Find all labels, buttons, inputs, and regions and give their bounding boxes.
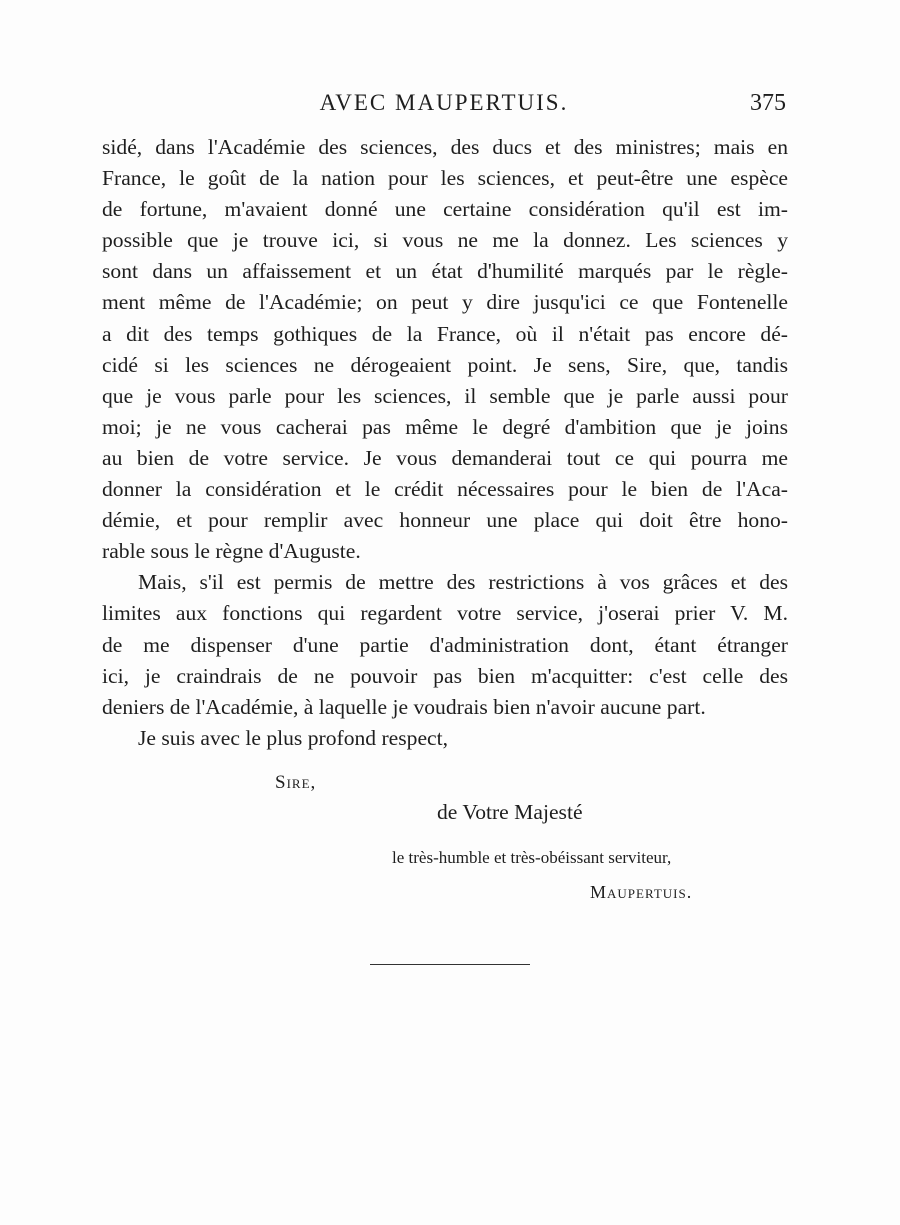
text-line: donner la considération et le crédit nécessaires pour le bien de l'Aca- [102,477,788,502]
text-line: deniers de l'Académie, à laquelle je voudrais bien n'avoir aucune part. [102,694,706,719]
salutation: Sire, [275,772,317,793]
running-title: AVEC MAUPERTUIS. [319,90,569,115]
paragraph-1 [102,132,788,567]
text-line: a dit des temps gothiques de la France, où il n'était pas encore dé- [102,321,788,346]
text-line: Je suis avec le plus profond respect, [138,725,449,750]
page-number: 375 [750,90,786,116]
text-line: sont dans un affaissement et un état d'humilité marqués par le règle- [102,259,788,284]
text-line: limites aux fonctions qui regardent votre service, j'oserai prier V. M. [102,601,788,626]
letter-body [102,132,788,754]
majesty-line: de Votre Majesté [437,800,583,824]
text-line: moi; je ne vous cacherai pas même le degré d'ambition que je joins [102,414,788,439]
paragraph-3 [102,723,788,754]
text-line: ici, je craindrais de ne pouvoir pas bien m'acquitter: c'est celle des [102,663,788,688]
text-line: ment même de l'Académie; on peut y dire jusqu'ici ce que Fontenelle [102,290,788,315]
text-line: de me dispenser d'une partie d'administration dont, étant étranger [102,632,788,657]
text-line: de fortune, m'avaient donné une certaine considération qu'il est im- [102,197,788,222]
text-line: sidé, dans l'Académie des sciences, des ducs et des ministres; mais en [102,135,788,159]
running-head [102,90,786,120]
signature: Maupertuis. [590,882,693,902]
text-line: Mais, s'il est permis de mettre des restrictions à vos grâces et des [138,570,788,595]
end-rule [370,964,530,965]
paragraph-2 [102,567,788,722]
text-line: rable sous le règne d'Auguste. [102,539,361,564]
servant-line: le très-humble et très-obéissant serviteur, [392,848,672,867]
text-line: France, le goût de la nation pour les sciences, et peut-être une espèce [102,166,788,191]
text-line: cidé si les sciences ne dérogeaient point. Je sens, Sire, que, tandis [102,352,788,377]
text-line: que je vous parle pour les sciences, il semble que je parle aussi pour [102,383,788,408]
text-line: possible que je trouve ici, si vous ne me la donnez. Les sciences y [102,228,788,253]
text-line: au bien de votre service. Je vous demanderai tout ce qui pourra me [102,445,788,470]
text-line: démie, et pour remplir avec honneur une place qui doit être hono- [102,508,788,533]
